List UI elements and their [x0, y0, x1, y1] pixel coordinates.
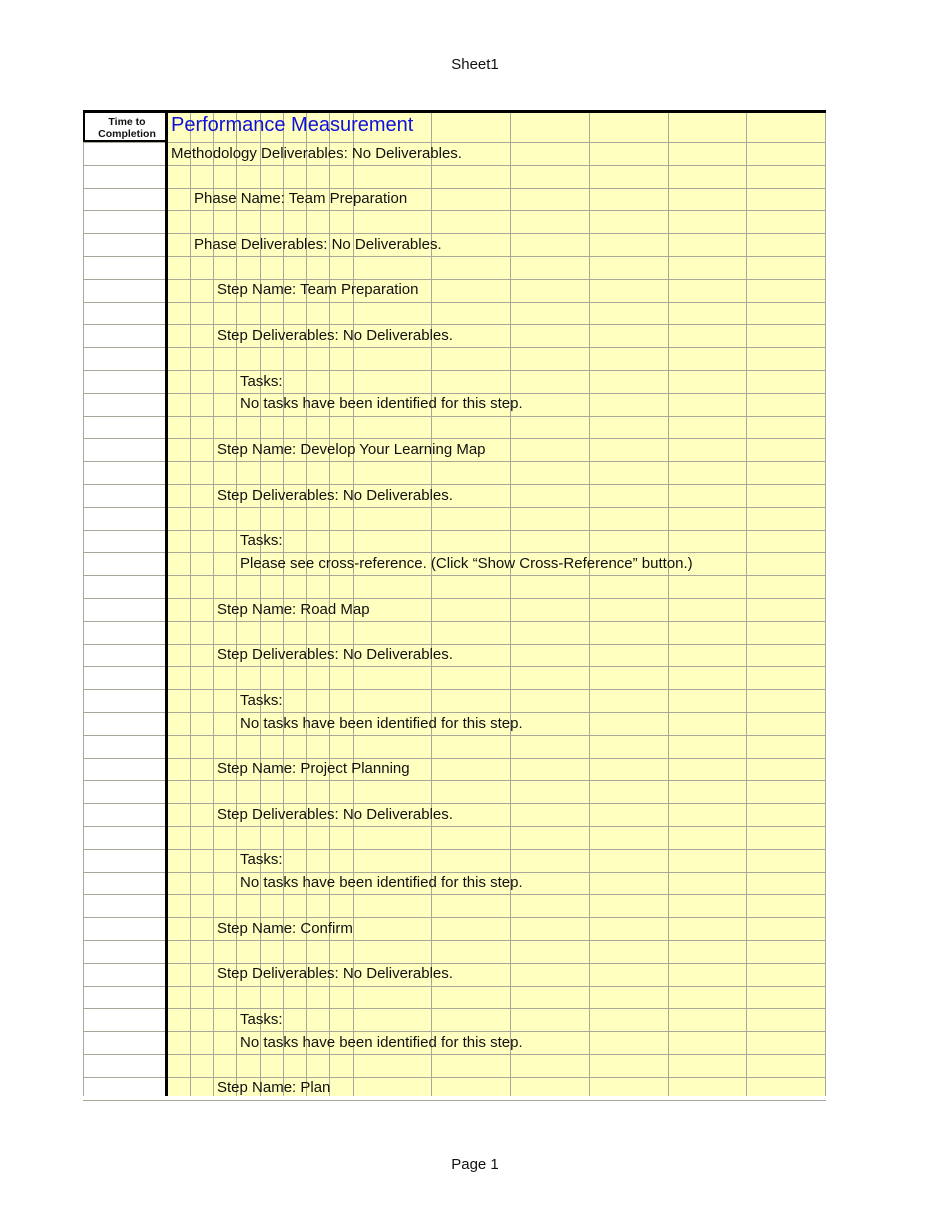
row-gridline — [83, 484, 826, 485]
row-gridline — [83, 803, 826, 804]
time-to-completion-header — [83, 110, 165, 142]
outline-row: Step Name: Plan — [217, 1079, 331, 1096]
row-gridline — [83, 279, 826, 280]
outline-row: Tasks: — [240, 1011, 283, 1028]
row-gridline — [83, 530, 826, 531]
outline-row: No tasks have been identified for this step. — [240, 874, 523, 891]
row-gridline — [83, 210, 826, 211]
column-gridline — [589, 110, 590, 1096]
column-gridline — [431, 110, 432, 1096]
row-gridline — [83, 735, 826, 736]
sheet-title: Sheet1 — [451, 56, 499, 73]
outline-row: Tasks: — [240, 373, 283, 390]
row-gridline — [83, 940, 826, 941]
outline-row: Step Name: Project Planning — [217, 760, 410, 777]
outline-row: No tasks have been identified for this step. — [240, 1034, 523, 1051]
outline-row: Phase Deliverables: No Deliverables. — [194, 236, 442, 253]
row-gridline — [83, 1054, 826, 1055]
outline-row: Step Name: Road Map — [217, 601, 370, 618]
row-gridline — [83, 347, 826, 348]
left-border — [83, 110, 84, 1096]
row-gridline — [83, 1100, 826, 1101]
row-gridline — [83, 826, 826, 827]
row-gridline — [83, 894, 826, 895]
outline-row: Step Deliverables: No Deliverables. — [217, 965, 453, 982]
top-border — [83, 110, 826, 113]
row-gridline — [83, 461, 826, 462]
outline-row: Tasks: — [240, 851, 283, 868]
row-gridline — [83, 644, 826, 645]
outline-row: Phase Name: Team Preparation — [194, 190, 408, 207]
time-to-completion-column — [83, 110, 167, 1096]
row-gridline — [83, 507, 826, 508]
column-gridline — [746, 110, 747, 1096]
outline-row: Step Deliverables: No Deliverables. — [217, 646, 453, 663]
row-gridline — [83, 256, 826, 257]
row-gridline — [83, 666, 826, 667]
row-gridline — [83, 758, 826, 759]
spreadsheet-grid — [83, 110, 826, 1096]
row-gridline — [83, 598, 826, 599]
row-gridline — [83, 1077, 826, 1078]
row-gridline — [83, 165, 826, 166]
column-gridline — [825, 110, 826, 1096]
outline-row: Step Name: Team Preparation — [217, 281, 419, 298]
outline-row: Step Deliverables: No Deliverables. — [217, 327, 453, 344]
outline-row: Step Deliverables: No Deliverables. — [217, 487, 453, 504]
row-gridline — [83, 324, 826, 325]
outline-row: No tasks have been identified for this step. — [240, 715, 523, 732]
row-gridline — [83, 575, 826, 576]
row-gridline — [83, 370, 826, 371]
outline-row: Tasks: — [240, 692, 283, 709]
column-gridline — [668, 110, 669, 1096]
outline-row: Step Name: Develop Your Learning Map — [217, 441, 486, 458]
row-gridline — [83, 780, 826, 781]
outline-row: Tasks: — [240, 532, 283, 549]
column-gridline — [510, 110, 511, 1096]
column-gridline — [190, 110, 191, 1096]
page-footer: Page 1 — [451, 1156, 499, 1173]
row-gridline — [83, 689, 826, 690]
time-to-completion-label: Time to Completion — [98, 116, 156, 140]
row-gridline — [83, 963, 826, 964]
row-gridline — [83, 302, 826, 303]
column-divider — [165, 110, 168, 1096]
outline-row: Step Name: Confirm — [217, 920, 353, 937]
row-gridline — [83, 416, 826, 417]
row-gridline — [83, 986, 826, 987]
outline-row: Methodology Deliverables: No Deliverables. — [171, 145, 462, 162]
row-gridline — [83, 849, 826, 850]
outline-row: No tasks have been identified for this step. — [240, 395, 523, 412]
row-gridline — [83, 1008, 826, 1009]
row-gridline — [83, 621, 826, 622]
column-gridline — [213, 110, 214, 1096]
outline-row: Step Deliverables: No Deliverables. — [217, 806, 453, 823]
row-gridline — [83, 917, 826, 918]
page-title: Performance Measurement — [171, 114, 414, 136]
outline-row: Please see cross-reference. (Click “Show Cross-Reference” button.) — [240, 555, 693, 572]
